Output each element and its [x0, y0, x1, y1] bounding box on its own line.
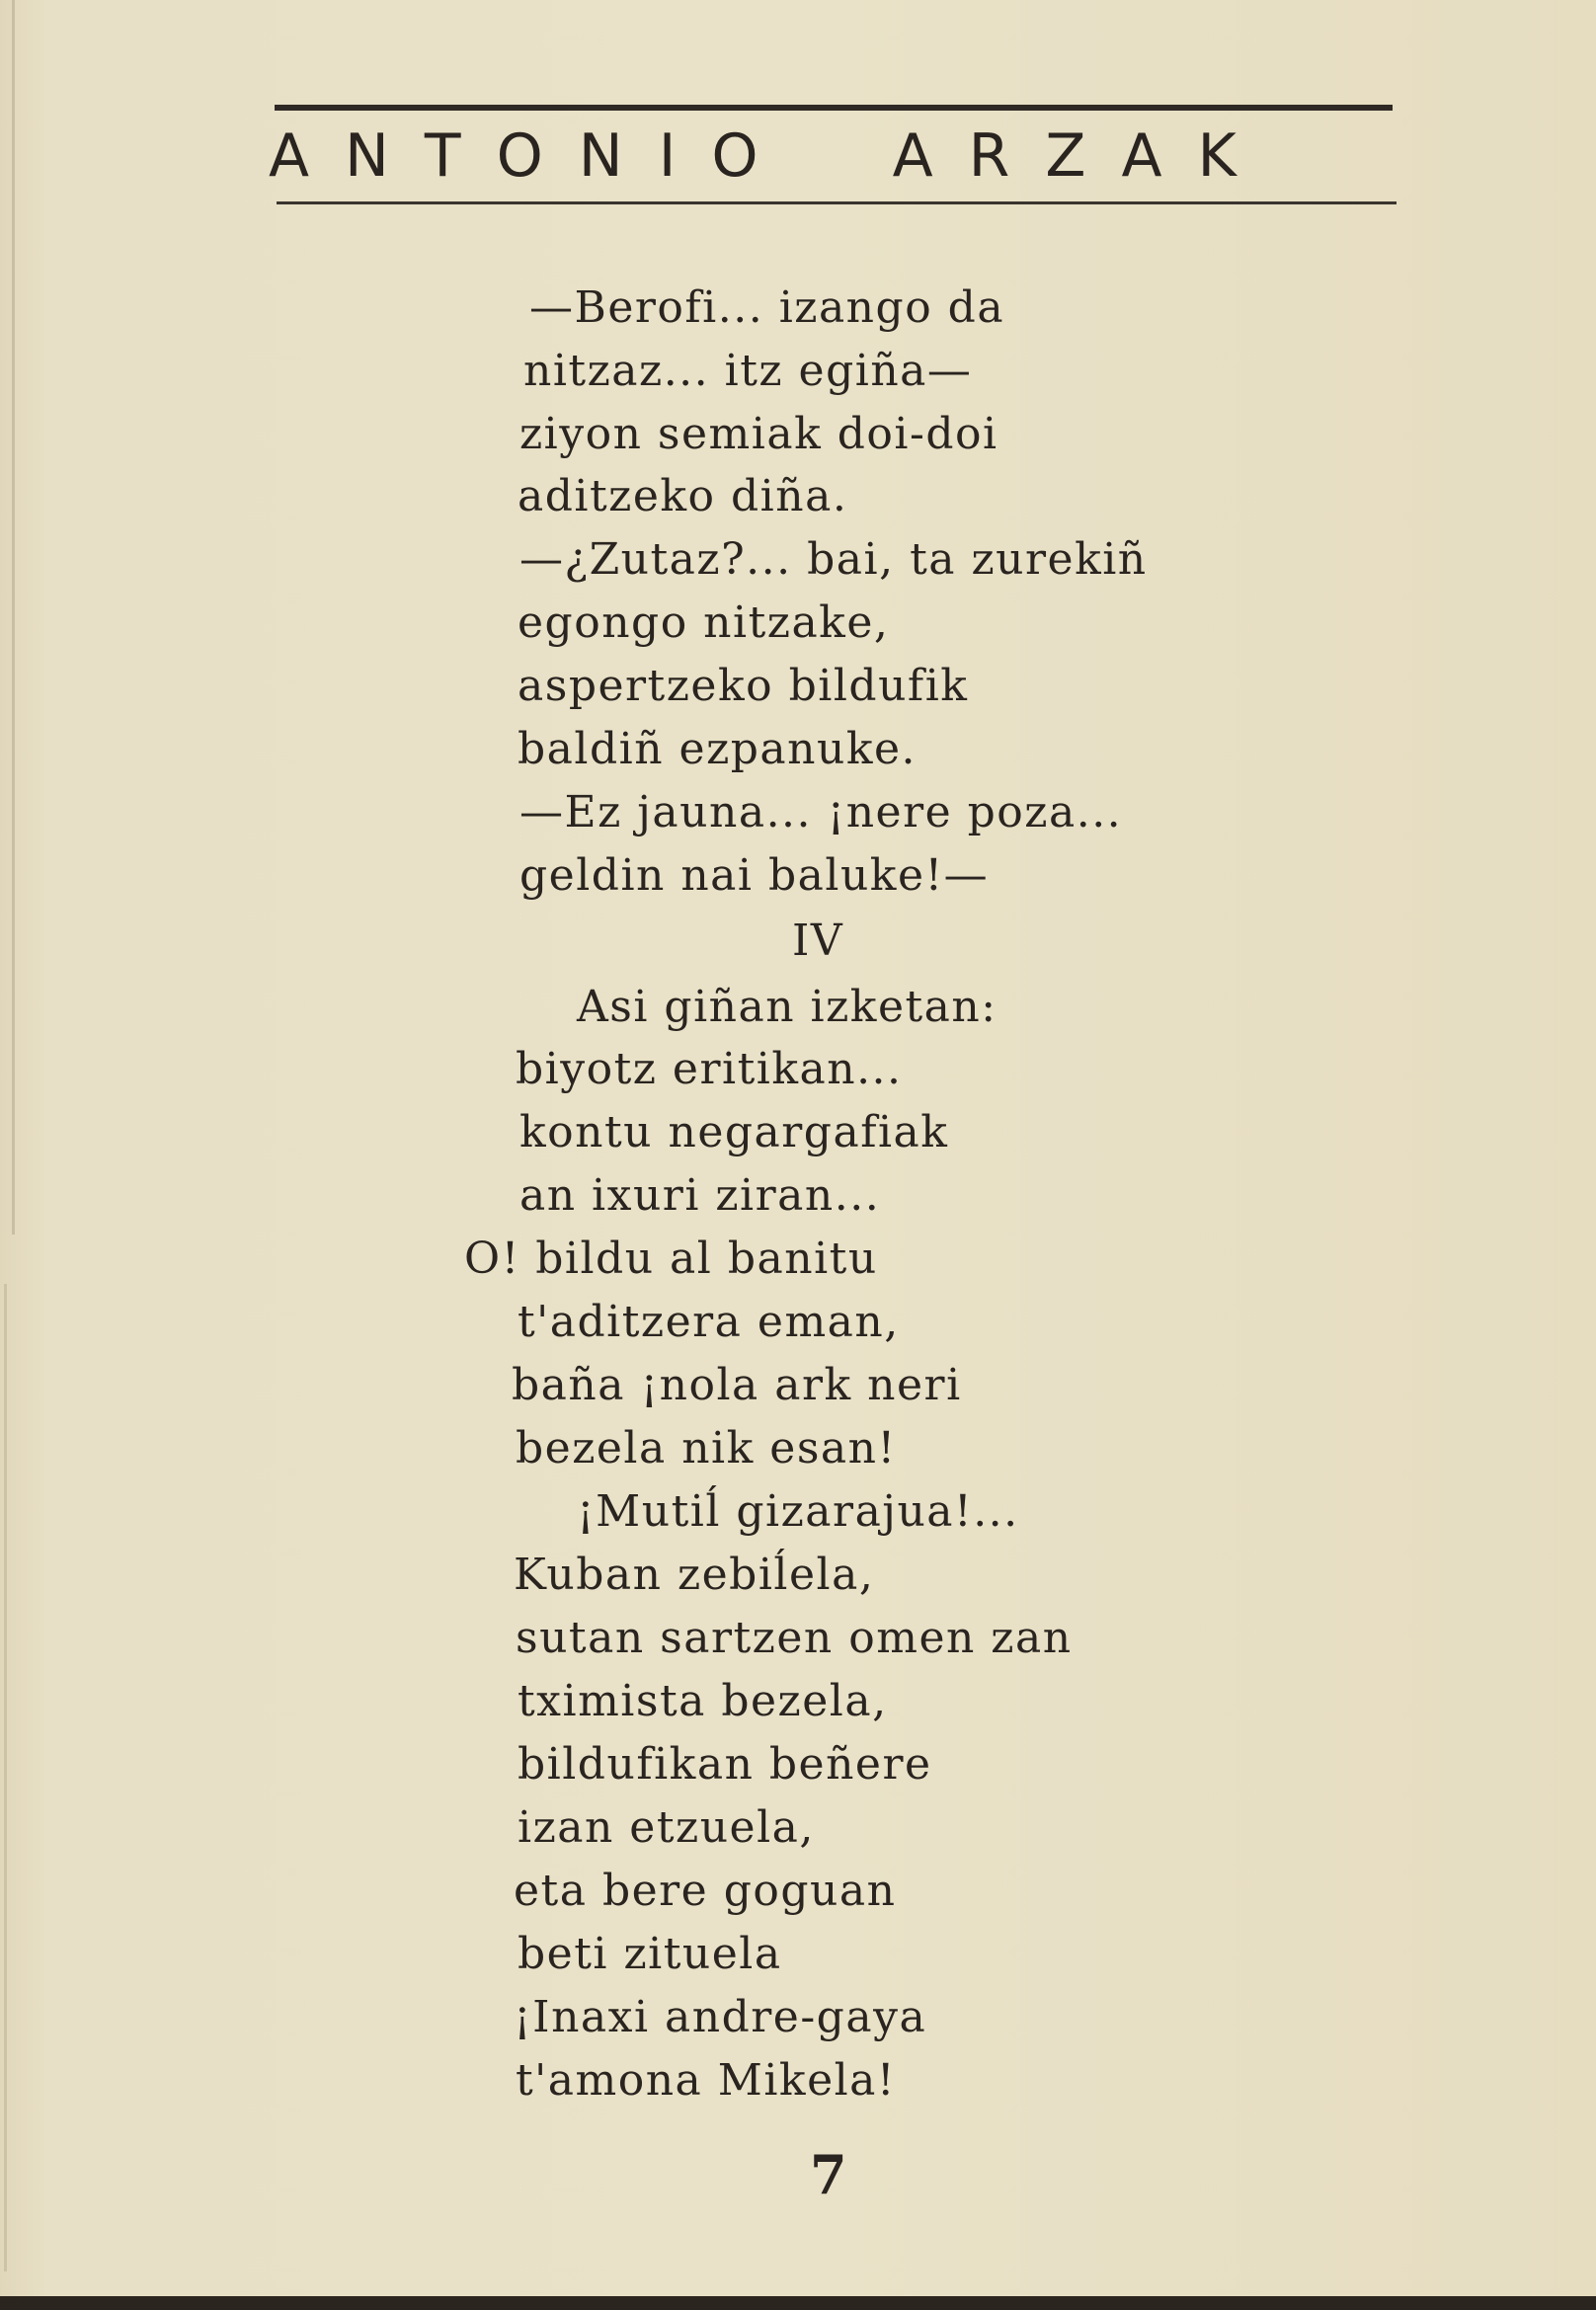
poem-line: —¿Zutaz?... bai, ta zurekiñ	[519, 534, 1148, 585]
poem-line: t'amona Mikela!	[516, 2055, 897, 2106]
poem-line: —Ez jauna... ¡nere poza...	[519, 787, 1123, 837]
poem-line: t'aditzera eman,	[518, 1297, 900, 1347]
header-author-last-name: ARZAK	[892, 121, 1272, 191]
poem-line: O! bildu al banitu	[464, 1234, 878, 1284]
poem-line: baña ¡nola ark neri	[512, 1360, 962, 1410]
poem-line: Asi giñan izketan:	[577, 982, 998, 1032]
poem-line: bildufikan beñere	[518, 1739, 932, 1790]
poem-line: aditzeko diña.	[518, 471, 848, 521]
poem-line: sutan sartzen omen zan	[516, 1613, 1073, 1663]
poem-line: ¡Mutiĺ gizarajua!...	[577, 1486, 1019, 1537]
poem-line: —Berofi... izango da	[529, 282, 1005, 333]
poem-line: geldin nai baluke!—	[519, 850, 990, 901]
poem-line: aspertzeko bildufik	[518, 661, 969, 711]
page-bottom-edge	[0, 2296, 1596, 2310]
section-number: IV	[792, 916, 844, 966]
poem-line: nitzaz... itz egiña—	[523, 346, 973, 396]
poem-line: ziyon semiak doi-doi	[519, 409, 998, 459]
poem-line: eta bere goguan	[514, 1866, 897, 1916]
poem-line: an ixuri ziran...	[519, 1170, 881, 1221]
poem-line: biyotz eritikan...	[516, 1044, 903, 1094]
poem-line: ¡Inaxi andre-gaya	[514, 1992, 927, 2042]
poem-line: kontu negargafiak	[519, 1107, 949, 1157]
poem-line: beti zituela	[518, 1929, 782, 1979]
poem-line: baldiñ ezpanuke.	[518, 724, 918, 774]
poem-line: tximista bezela,	[518, 1676, 888, 1726]
poem-line: Kuban zebiĺela,	[514, 1550, 875, 1600]
poem-line: egongo nitzake,	[518, 597, 890, 648]
page-number: 7	[810, 2143, 847, 2206]
header-author-first-name: ANTONIO	[269, 121, 794, 191]
poem-line: bezela nik esan!	[516, 1423, 897, 1474]
poem-line: izan etzuela,	[518, 1802, 815, 1853]
